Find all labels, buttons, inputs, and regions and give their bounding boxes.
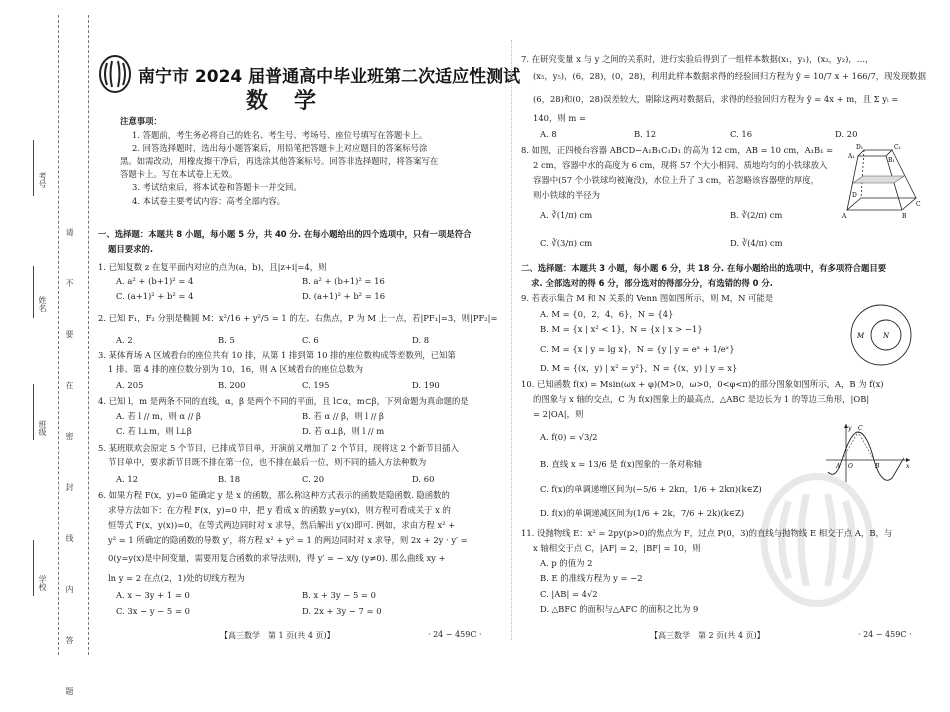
q10-option-d: D. f(x)的单调递减区间为(1/6 + 2k，7/6 + 2k)(k∈Z) <box>540 508 745 518</box>
school-field[interactable] <box>33 540 34 596</box>
q7-stem: 7. 在研究变量 x 与 y 之间的关系时，进行实验后得到了一组样本数据(x₁，y₁)，(x₂，y₂)，…， <box>521 54 874 64</box>
q7-option-c: C. 16 <box>730 129 753 139</box>
label-school: 学校 <box>38 575 47 591</box>
q6-stem: 求导方法如下：在方程 F(x，y)=0 中，把 y 看成 x 的函数 y=y(x)，则方程可看成关于 x 的 <box>108 505 451 515</box>
notice-line: 2. 回答选择题时，选出每小题答案后，用铅笔把答题卡上对应题目的答案标号涂 <box>132 143 428 153</box>
q4-option-a: A. 若 l // m，则 α // β <box>116 411 201 421</box>
q4-option-d: D. 若 α⊥β，则 l // m <box>302 426 385 436</box>
q7-stem: (x₅，y₅)，(6，28)，(0，28)，利用此样本数据求得的经验回归方程为 ŷ = 10/7 x + 166/7，现发现数据 <box>533 71 927 81</box>
q9-stem: 9. 若表示集合 M 和 N 关系的 Venn 图如图所示，则 M，N 可能是 <box>521 293 774 303</box>
q8-option-b: B. ∛(2/π) cm <box>730 210 783 220</box>
section2-heading: 二、选择题：本题共 3 小题，每小题 6 分，共 18 分. 在每小题给出的选项中，有多项符合题目要 <box>521 263 887 273</box>
q5-stem: 节目单中，要求新节目既不排在第一位，也不排在最后一位，则不同的插入方法种数为 <box>108 457 427 467</box>
graph-label-x: x <box>906 463 910 470</box>
q8-option-d: D. ∛(4/π) cm <box>730 238 783 248</box>
section1-heading: 一、选择题：本题共 8 小题，每小题 5 分，共 40 分. 在每小题给出的四个选项中，只有一项是符合 <box>98 229 472 239</box>
label-b: B <box>902 213 907 220</box>
footer-code-1: · 24 − 459C · <box>428 630 482 639</box>
graph-label-c: C <box>858 425 863 432</box>
q10-stem: 10. 已知函数 f(x) = Msin(ωx + φ)(M>0，ω>0，0<φ<π)的部分图象如图所示，A，B 为 f(x) <box>521 379 884 389</box>
q11-option-d: D. △BFC 的面积与△AFC 的面积之比为 9 <box>540 604 699 614</box>
venn-label-n: N <box>883 332 890 340</box>
cut-line-outer <box>58 15 59 655</box>
q5-stem: 5. 某班联欢会原定 5 个节目，已排成节目单，开演前又增加了 2 个节目，现将这 2 个新节目插入 <box>98 443 459 453</box>
q11-stem: 11. 设抛物线 E：x² = 2py(p>0)的焦点为 F，过点 P(0，3)的直线与抛物线 E 相交于点 A，B，与 <box>521 528 893 538</box>
q2-option-a: A. 2 <box>116 335 133 345</box>
q6-stem: 0(y=y(x)是中间变量，需要用复合函数的求导法则)，得 y′ = − x/y (y≠0). 那么曲线 xy + <box>108 553 446 563</box>
school-logo-icon <box>98 54 132 94</box>
q6-stem: y² = 1 所确定的隐函数的导数 y′，将方程 x² + y² = 1 的两边同时对 x 求导，则 2x + 2y · y′ = <box>108 535 468 545</box>
q6-stem: 恒等式 F(x，y(x))=0，在等式两边同时对 x 求导，然后解出 y′(x)即可. 例如，求由方程 x² + <box>108 520 456 530</box>
class-field[interactable] <box>33 384 34 440</box>
q4-option-b: B. 若 α // β，则 l // β <box>302 411 384 421</box>
q6-option-d: D. 2x + 3y − 7 = 0 <box>302 606 382 616</box>
q3-stem: 1 排、第 4 排的座位数分别为 10，16，则 A 区域看台的座位总数为 <box>108 364 363 374</box>
label-exam-id: 考号 <box>38 172 47 188</box>
exam-title: 南宁市 2024 届普通高中毕业班第二次适应性测试 <box>138 67 521 87</box>
label-b1: B₁ <box>888 157 895 164</box>
q9-option-a: A. M = {0，2，4，6}，N = {4} <box>540 309 674 319</box>
notice-line: 3. 考试结束后，将本试卷和答题卡一并交回。 <box>132 182 302 192</box>
q3-option-c: C. 195 <box>302 380 330 390</box>
label-c: C <box>916 201 921 208</box>
section1-heading: 题目要求的. <box>108 244 154 254</box>
q7-stem: 140，则 m = <box>533 113 587 123</box>
footer-code-2: · 24 − 459C · <box>858 630 912 639</box>
page-divider <box>511 40 513 640</box>
q8-option-c: C. ∛(3/π) cm <box>540 238 593 248</box>
q6-option-a: A. x − 3y + 1 = 0 <box>116 590 190 600</box>
subject-title: 数学 <box>246 89 343 114</box>
q6-stem: 6. 如果方程 F(x，y)=0 能确定 y 是 x 的函数，那么称这种方式表示的函数是隐函数. 隐函数的 <box>98 490 450 500</box>
q3-option-a: A. 205 <box>116 380 144 390</box>
q2-option-d: D. 8 <box>412 335 430 345</box>
graph-label-o: O <box>848 463 853 470</box>
q7-option-a: A. 8 <box>540 129 557 139</box>
q10-option-c: C. f(x)的单调递增区间为(−5/6 + 2kπ，1/6 + 2kπ)(k∈Z) <box>540 484 762 494</box>
q7-stem: (6，28)和(0，28)误差较大，剔除这两对数据后，求得的经验回归方程为 ŷ = 4x + m，且 Σ yᵢ = <box>533 94 899 104</box>
graph-label-y: y <box>848 425 852 432</box>
label-c1: C₁ <box>894 144 901 151</box>
seal-notice: 请 不 要 在 密 封 线 内 答 题 <box>65 228 74 712</box>
q11-option-b: B. E 的准线方程为 y = −2 <box>540 573 643 583</box>
graph-label-b: B <box>875 463 880 470</box>
notice-line: 4. 本试卷主要考试内容：高考全部内容。 <box>132 196 286 206</box>
label-name: 姓名 <box>38 296 47 312</box>
exam-id-field[interactable] <box>33 140 34 196</box>
q1-option-c: C. (a+1)² + b² = 4 <box>116 291 194 301</box>
label-d1: D₁ <box>856 144 864 151</box>
q5-option-a: A. 12 <box>116 474 139 484</box>
q6-stem: ln y = 2 在点(2，1)处的切线方程为 <box>108 573 245 583</box>
watermark-logo-icon <box>757 468 877 612</box>
q11-option-c: C. |AB| = 4√2 <box>540 589 598 599</box>
q5-option-c: C. 20 <box>302 474 325 484</box>
q2-option-c: C. 6 <box>302 335 319 345</box>
label-a: A <box>842 213 847 220</box>
frustum-figure <box>842 140 922 220</box>
q1-stem: 1. 已知复数 z 在复平面内对应的点为(a，b)，且|z+i|=4，则 <box>98 262 327 272</box>
cut-line-inner <box>88 15 89 655</box>
q5-option-b: B. 18 <box>218 474 241 484</box>
q6-option-c: C. 3x − y − 5 = 0 <box>116 606 190 616</box>
q8-stem: 8. 如图，正四棱台容器 ABCD−A₁B₁C₁D₁ 的高为 12 cm，AB = 10 cm，A₁B₁ = <box>521 145 834 155</box>
q10-option-a: A. f(0) = √3/2 <box>540 432 598 442</box>
q9-option-d: D. M = {(x，y) | x² = y²}，N = {(x，y) | y = x} <box>540 363 738 373</box>
q1-option-b: B. a² + (b+1)² = 16 <box>302 276 385 286</box>
q5-option-d: D. 60 <box>412 474 435 484</box>
q7-option-d: D. 20 <box>835 129 858 139</box>
q11-stem: x 轴相交于点 C，|AF| = 2，|BF| = 10，则 <box>533 543 701 553</box>
q6-option-b: B. x + 3y − 5 = 0 <box>302 590 376 600</box>
q4-option-c: C. 若 l⊥m，则 l⊥β <box>116 426 192 436</box>
q7-option-b: B. 12 <box>634 129 657 139</box>
q3-option-b: B. 200 <box>218 380 246 390</box>
venn-label-m: M <box>857 332 865 340</box>
q8-stem: 则小铁球的半径为 <box>533 190 600 200</box>
notice-line: 1. 答题前，考生务必将自己的姓名、考生号、考场号、座位号填写在答题卡上。 <box>132 130 428 140</box>
footer-page-2: 【高三数学 第 2 页(共 4 页)】 <box>650 631 765 640</box>
q10-stem: 的图象与 x 轴的交点，C 为 f(x)图象上的最高点，△ABC 是边长为 1 的等边三角形，|OB| <box>533 394 870 404</box>
label-d: D <box>852 192 857 199</box>
q3-option-d: D. 190 <box>412 380 440 390</box>
notice-line: 答题卡上。写在本试卷上无效。 <box>120 169 238 179</box>
q8-option-a: A. ∛(1/π) cm <box>540 210 593 220</box>
q1-option-a: A. a² + (b+1)² = 4 <box>116 276 194 286</box>
footer-page-1: 【高三数学 第 1 页(共 4 页)】 <box>220 631 335 640</box>
sine-graph-figure <box>824 420 914 486</box>
q9-option-c: C. M = {x | y = lg x}，N = {y | y = eˣ + 1/eˣ} <box>540 344 735 354</box>
label-a1: A₁ <box>848 153 855 160</box>
q1-option-d: D. (a+1)² + b² = 16 <box>302 291 386 301</box>
q4-stem: 4. 已知 l，m 是两条不同的直线，α，β 是两个不同的平面，且 l⊂α，m⊂β，下列命题为真命题的是 <box>98 396 469 406</box>
q8-stem: 2 cm，容器中水的高度为 6 cm，现将 57 个大小相同、质地均匀的小铁球放入 <box>533 160 828 170</box>
venn-figure <box>848 302 914 368</box>
notice-line: 黑。如需改动，用橡皮擦干净后，再选涂其他答案标号。回答非选择题时，将答案写在 <box>120 156 439 166</box>
q2-stem: 2. 已知 F₁，F₂ 分别是椭圆 M：x²/16 + y²/5 = 1 的左、右焦点，P 为 M 上一点，若|PF₁|=3，则|PF₂|= <box>98 313 498 323</box>
q2-option-b: B. 5 <box>218 335 235 345</box>
q8-stem: 容器中(57 个小铁球均被淹没)，水位上升了 3 cm，若忽略该容器壁的厚度， <box>533 175 820 185</box>
q11-option-a: A. p 的值为 2 <box>540 558 593 568</box>
q10-stem: = 2|OA|，则 <box>533 409 584 419</box>
notice-heading: 注意事项： <box>120 116 162 126</box>
q3-stem: 3. 某体育场 A 区域看台的座位共有 10 排，从第 1 排到第 10 排的座位数构成等差数列，已知第 <box>98 350 456 360</box>
section2-heading: 求. 全部选对的得 6 分，部分选对的得部分分，有选错的得 0 分. <box>531 278 773 288</box>
graph-label-a: A <box>836 463 841 470</box>
label-class: 班级 <box>38 420 47 436</box>
name-field[interactable] <box>33 266 34 318</box>
q9-option-b: B. M = {x | x² < 1}，N = {x | x > −1} <box>540 324 703 334</box>
q10-option-b: B. 直线 x = 13/6 是 f(x)图象的一条对称轴 <box>540 459 702 469</box>
